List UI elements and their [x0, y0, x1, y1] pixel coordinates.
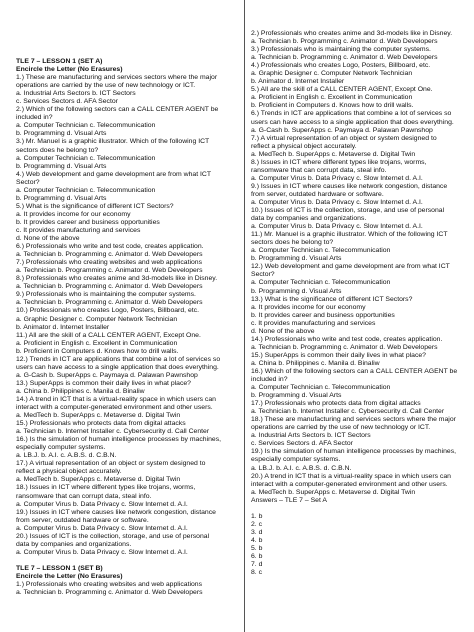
- text-line: a. Computer Technician c. Telecommunication: [251, 247, 391, 255]
- text-line: a. Computer Virus b. Data Privacy c. Slow Internet d. A.I.: [16, 524, 188, 532]
- text-line: 17.) Professionals who protects data from digital attacks: [251, 400, 421, 408]
- text-line: Answers – TLE 7 – Set A: [251, 496, 327, 504]
- text-line: users can have access to a single application that does everything.: [16, 363, 219, 371]
- left-column: [16, 58, 238, 597]
- section-heading: Encircle the Letter (No Erasures): [16, 572, 123, 580]
- text-line: 8.) Professionals who creates anime and 3d-models like in Disney.: [16, 275, 218, 283]
- text-line: c. Services Sectors d. AFA Sector: [251, 440, 353, 448]
- text-line: 7.) Professionals who creating websites and web applications: [16, 259, 203, 267]
- text-line: 11.) Mr. Manuel is a graphic illustrator. Which of the following ICT: [251, 231, 448, 239]
- text-line: 1.) Professionals who creating websites and web applications: [16, 581, 203, 588]
- text-line: a. China b. Philippines c. Manila d. Binaliw: [16, 387, 145, 395]
- text-line: a. LB.J. b. A.I. c. A.B.S. d. C.B.N.: [16, 452, 117, 460]
- text-line: ransomware that can corrupt data, steal info.: [16, 492, 152, 500]
- text-line: 2.) Which of the following sectors can a CALL CENTER AGENT be: [16, 106, 219, 114]
- text-line: a. Proficient in English c. Excellent in Communication: [251, 94, 413, 102]
- column-divider: [244, 0, 245, 632]
- text-line: a. Technician b. Programming c. Animator d. Web Developers: [251, 38, 438, 46]
- text-line: 14.) Professionals who write and test code, creates application.: [251, 335, 443, 343]
- text-line: b. It provides career and business opportunities: [16, 218, 160, 226]
- text-line: b. Animator d. Internet Installer: [16, 323, 110, 331]
- text-line: sectors does he belong to?: [16, 146, 99, 154]
- text-line: a. Technician b. Programming c. Animator d. Web Developers: [16, 283, 203, 291]
- text-line: included in?: [16, 114, 53, 122]
- text-line: a. Computer Technician c. Telecommunication: [16, 186, 156, 194]
- text-line: 16.) Which of the following sectors can a CALL CENTER AGENT be: [251, 367, 458, 375]
- text-line: a. Computer Virus b. Data Privacy c. Slow Internet d. A.I.: [16, 548, 188, 556]
- text-line: 8. c: [251, 569, 263, 577]
- text-line: 13.) SuperApps is common their daily lives in what place?: [16, 379, 191, 387]
- text-line: 5.) All are the skill of a CALL CENTER AGENT, Except One.: [251, 86, 433, 94]
- text-line: a. Industrial Arts Sectors b. ICT Sectors: [16, 90, 136, 98]
- text-line: b. Programming d. Visual Arts: [251, 287, 342, 295]
- text-line: 3. d: [251, 528, 263, 536]
- text-line: 7.) A virtual representation of an object or system designed to: [251, 134, 437, 142]
- text-line: 13.) What is the significance of different ICT Sectors?: [251, 295, 413, 303]
- text-line: 5.) What is the significance of different ICT Sectors?: [16, 202, 174, 210]
- text-line: operations are carried by the use of new technology or ICT.: [251, 424, 431, 432]
- text-line: 15.) SuperApps is common their daily lives in what place?: [251, 351, 426, 359]
- text-line: operations are carried by the use of new technology or ICT.: [16, 82, 196, 90]
- section-heading: TLE 7 – LESSON 1 (SET B): [16, 564, 103, 572]
- text-line: data by companies and organizations.: [16, 540, 132, 548]
- text-line: a. Technician b. Programming c. Animator d. Web Developers: [16, 251, 203, 259]
- text-line: a. It provides income for our economy: [251, 303, 366, 311]
- text-line: 14.) A trend in ICT that is a virtual-reality space in which users can: [16, 395, 216, 403]
- text-line: 10.) Issues of ICT is the collection, storage, and use of personal: [251, 207, 445, 215]
- text-line: 1.) These are manufacturing and services sectors where the major: [16, 74, 218, 82]
- text-line: a. G-Cash b. SuperApps c. Paymaya d. Palawan Pawnshop: [16, 371, 198, 379]
- text-line: b. Proficient in Computers d. Knows how to drill walls.: [251, 102, 414, 110]
- text-line: a. Graphic Designer c. Computer Network Technician: [16, 315, 178, 323]
- text-line: a. G-Cash b. SuperApps c. Paymaya d. Palawan Pawnshop: [251, 126, 433, 134]
- text-line: d. None of the above: [16, 235, 80, 243]
- text-line: a. Technician b. Programming c. Animator d. Web Developers: [251, 54, 438, 62]
- text-line: included in?: [251, 376, 288, 384]
- text-line: 15.) Professionals who protects data from digital attacks: [16, 420, 186, 428]
- text-line: a. Technician b. Programming c. Animator d. Web Developers: [16, 267, 203, 275]
- text-line: a. Technician b. Programming c. Animator d. Web Developers: [16, 589, 203, 597]
- text-line: reflect a physical object accurately.: [251, 142, 357, 150]
- text-line: a. Technician b. Internet Installer c. Cybersecurity d. Call Center: [251, 408, 445, 416]
- text-line: data by companies and organizations.: [251, 215, 367, 223]
- text-line: a. Technician b. Internet Installer c. Cybersecurity d. Call Center: [16, 428, 210, 436]
- text-line: 9.) Professionals who is maintaining the computer systems.: [16, 291, 196, 299]
- text-line: 19.) Is the simulation of human intelligence processes by machines,: [251, 448, 457, 456]
- text-line: a. Graphic Designer c. Computer Network Technician: [251, 70, 413, 78]
- spacer: [251, 505, 466, 513]
- text-line: 6.) Trends in ICT are applications that combine a lot of services so: [251, 110, 452, 118]
- text-line: 10.) Professionals who creates Logo, Posters, Billboard, etc.: [16, 307, 199, 315]
- text-line: b. Programming d. Visual Arts: [16, 194, 107, 202]
- text-line: users can have access to a single application that does everything.: [251, 118, 454, 126]
- text-line: from server, outdated hardware or software.: [251, 190, 384, 198]
- text-line: a. Technician b. Programming c. Animator d. Web Developers: [16, 299, 203, 307]
- text-line: 3.) Mr. Manuel is a graphic illustrator. Which of the following ICT: [16, 138, 210, 146]
- text-line: a. MedTech b. SuperApps c. Metaverse d. Digital Twin: [251, 488, 416, 496]
- text-line: 8.) Issues in ICT where different types like trojans, worms,: [251, 158, 427, 166]
- text-line: 11.) All are the skill of a CALL CENTER AGENT, Except One.: [16, 331, 201, 339]
- section-heading: TLE 7 – LESSON 1 (SET A): [16, 58, 103, 65]
- text-line: a. Computer Technician c. Telecommunication: [251, 279, 391, 287]
- text-line: a. Computer Virus b. Data Privacy c. Slow Internet d. A.I.: [251, 174, 423, 182]
- text-line: Sector?: [16, 178, 40, 186]
- text-line: 9.) Issues in ICT where causes like network congestion, distance: [251, 182, 448, 190]
- text-line: b. Programming d. Visual Arts: [16, 130, 107, 138]
- text-line: especially computer systems.: [251, 456, 341, 464]
- text-line: a. Technician b. Programming c. Animator d. Web Developers: [251, 343, 438, 351]
- text-line: a. Computer Virus b. Data Privacy c. Slow Internet d. A.I.: [251, 223, 423, 231]
- text-line: d. None of the above: [251, 327, 315, 335]
- text-line: 3.) Professionals who is maintaining the computer systems.: [251, 46, 431, 54]
- text-line: 7. d: [251, 561, 263, 569]
- text-line: b. Proficient in Computers d. Knows how to drill walls.: [16, 347, 179, 355]
- text-line: a. Proficient in English c. Excellent in Communication: [16, 339, 178, 347]
- text-line: interact with a computer-generated environment and other users.: [16, 404, 213, 412]
- text-line: sectors does he belong to?: [251, 239, 334, 247]
- text-line: ransomware that can corrupt data, steal info.: [251, 166, 387, 174]
- text-line: c. Services Sectors d. AFA Sector: [16, 98, 118, 106]
- text-line: 1. b: [251, 512, 263, 520]
- text-line: a. MedTech b. SuperApps c. Metaverse d. Digital Twin: [16, 412, 181, 420]
- text-line: a. Computer Technician c. Telecommunication: [16, 122, 156, 130]
- text-line: 20.) Issues of ICT is the collection, storage, and use of personal: [16, 532, 210, 540]
- text-line: especially computer systems.: [16, 444, 106, 452]
- text-line: 16.) Is the simulation of human intelligence processes by machines,: [16, 436, 222, 444]
- text-line: a. MedTech b. SuperApps c. Metaverse d. Digital Twin: [16, 476, 181, 484]
- text-line: a. LB.J. b. A.I. c. A.B.S. d. C.B.N.: [251, 464, 352, 472]
- text-line: c. It provides manufacturing and services: [251, 319, 376, 327]
- text-line: interact with a computer-generated environment and other users.: [251, 480, 448, 488]
- text-line: a. Industrial Arts Sectors b. ICT Sectors: [251, 432, 371, 440]
- text-line: b. Programming d. Visual Arts: [16, 162, 107, 170]
- text-line: a. Computer Virus b. Data Privacy c. Slow Internet d. A.I.: [251, 198, 423, 206]
- right-column: [251, 30, 466, 577]
- text-line: a. China b. Philippines c. Manila d. Binaliw: [251, 359, 380, 367]
- section-heading: Encircle the Letter (No Erasures): [16, 66, 123, 74]
- text-line: from server, outdated hardware or software.: [16, 516, 149, 524]
- text-line: 5. b: [251, 544, 263, 552]
- text-line: a. Computer Technician c. Telecommunication: [16, 154, 156, 162]
- text-line: 4.) Professionals who creates Logo, Posters, Billboard, etc.: [251, 62, 431, 70]
- text-line: 4.) Web development and game development are from what ICT: [16, 170, 212, 178]
- text-line: a. MedTech b. SuperApps c. Metaverse d. Digital Twin: [251, 150, 416, 158]
- text-line: b. Programming d. Visual Arts: [251, 255, 342, 263]
- text-line: b. It provides career and business opportunities: [251, 311, 395, 319]
- text-line: b. Animator d. Internet Installer: [251, 78, 345, 86]
- text-line: Sector?: [251, 271, 275, 279]
- text-line: 6.) Professionals who write and test code, creates application.: [16, 243, 204, 251]
- text-line: 12.) Web development and game development are from what ICT: [251, 263, 450, 271]
- text-line: 19.) Issues in ICT where causes like network congestion, distance: [16, 508, 216, 516]
- text-line: b. Programming d. Visual Arts: [251, 392, 342, 400]
- spacer: [16, 557, 238, 565]
- text-line: 20.) A trend in ICT that is a virtual-reality space in which users can: [251, 472, 451, 480]
- text-line: a. Computer Technician c. Telecommunication: [251, 384, 391, 392]
- text-line: reflect a physical object accurately.: [16, 468, 122, 476]
- text-line: 6. b: [251, 553, 263, 560]
- text-line: 18.) These are manufacturing and services sectors where the major: [251, 416, 456, 424]
- text-line: a. Computer Virus b. Data Privacy c. Slow Internet d. A.I.: [16, 500, 188, 508]
- text-line: c. It provides manufacturing and services: [16, 226, 141, 234]
- text-line: 18.) Issues in ICT where different types like trojans, worms,: [16, 484, 196, 492]
- text-line: 12.) Trends in ICT are applications that combine a lot of services so: [16, 355, 221, 363]
- text-line: 2. c: [251, 520, 263, 528]
- text-line: 4. b: [251, 536, 263, 544]
- text-line: a. It provides income for our economy: [16, 210, 131, 218]
- text-line: 17.) A virtual representation of an object or system designed to: [16, 460, 206, 468]
- text-line: 2.) Professionals who creates anime and 3d-models like in Disney.: [251, 30, 453, 37]
